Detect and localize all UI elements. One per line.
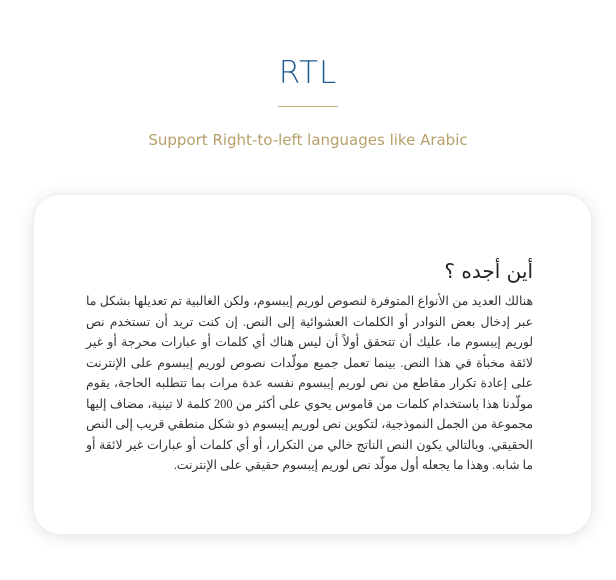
card-heading: أين أجده ؟ <box>444 259 533 283</box>
rtl-content-card <box>34 195 591 534</box>
title-divider <box>278 106 338 107</box>
card-paragraph: هنالك العديد من الأنواع المتوفرة لنصوص لوريم إيبسوم، ولكن الغالبية تم تعديلها بشكل ما عبر إدخال بعض النوادر أو الكلمات العشوائية إلى النص. إن كنت تريد أن تستخدم نص لوريم إيبسوم ما، عليك أن تتحقق أولاً أن ليس هناك أي كلمات أو عبارات محرجة أو غير لائقة مخبأة في هذا النص. بينما تعمل جميع مولّدات نصوص لوريم إيبسوم على الإنترنت على إعادة تكرار مقاطع من نص لوريم إيبسوم نفسه عدة مرات بما تتطلبه الحاجة، يقوم مولّدنا هذا باستخدام كلمات من قاموس يحوي على أكثر من 200 كلمة لا تينية، مضاف إليها مجموعة من الجمل النموذجية، لتكوين نص لوريم إيبسوم ذو شكل منطقي قريب إلى النص الحقيقي. وبالتالي يكون النص الناتج خالي من التكرار، أو أي كلمات أو عبارات غير لائقة أو ما شابه. وهذا ما يجعله أول مولّد نص لوريم إيبسوم حقيقي على الإنترنت. <box>86 294 533 472</box>
section-title: RTL <box>278 55 338 91</box>
card-content <box>86 259 533 476</box>
section-subtitle: Support Right-to-left languages like Arabic <box>148 131 468 149</box>
